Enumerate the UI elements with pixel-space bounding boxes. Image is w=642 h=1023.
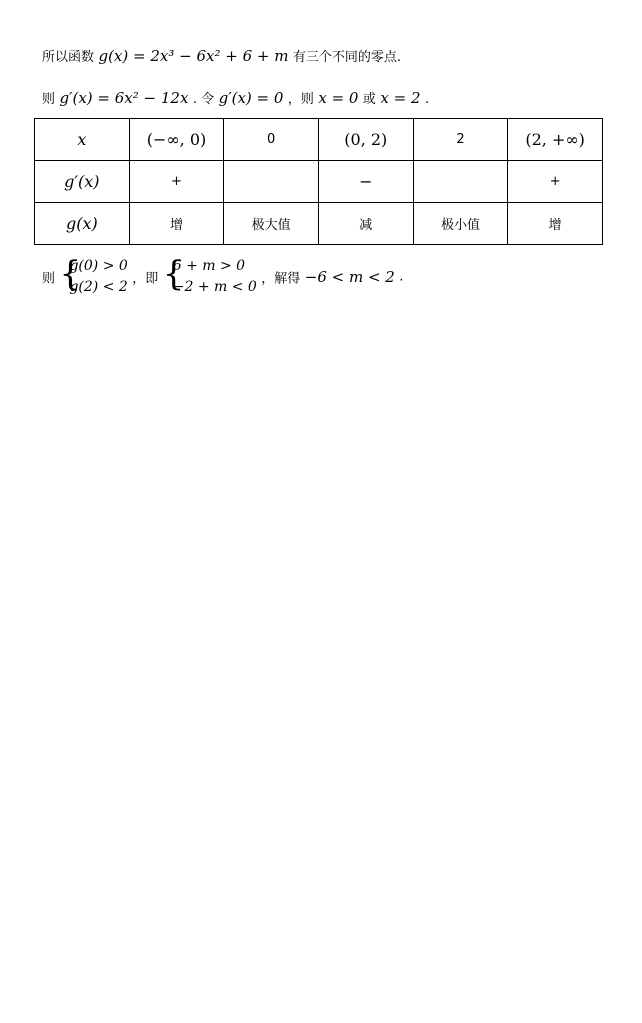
function-expression: g(x) = 2x³ − 6x² + 6 + m bbox=[98, 47, 289, 65]
line1-prefix: 所以函数 bbox=[42, 50, 95, 65]
line3-mid2: ，解得 bbox=[261, 271, 301, 287]
table-row-derivative bbox=[35, 161, 603, 203]
table-cell: x bbox=[35, 119, 130, 161]
table-cell: + bbox=[129, 161, 224, 203]
condition-row: g(0) > 0 bbox=[69, 258, 128, 274]
left-brace: { bbox=[162, 254, 185, 294]
table-row-x bbox=[35, 119, 603, 161]
table-cell: 极小值 bbox=[413, 203, 508, 245]
table-cell: 减 bbox=[318, 203, 413, 245]
line1-suffix: 有三个不同的零点. bbox=[292, 50, 402, 65]
derivative-zero-equation: g′(x) = 0 bbox=[218, 89, 284, 107]
line2-mid3: 或 bbox=[362, 92, 376, 107]
condition-system bbox=[59, 256, 127, 298]
statement-line-1 bbox=[42, 46, 401, 65]
table-row-function bbox=[35, 203, 603, 245]
statement-line-3 bbox=[42, 256, 403, 298]
line3-prefix: 则 bbox=[42, 271, 56, 287]
line2-end: . bbox=[424, 92, 430, 107]
table-cell: (0, 2) bbox=[318, 119, 413, 161]
statement-line-2 bbox=[42, 88, 429, 107]
table-cell: 增 bbox=[129, 203, 224, 245]
table-cell: − bbox=[318, 161, 413, 203]
table-cell: + bbox=[508, 161, 603, 203]
table-cell bbox=[224, 161, 319, 203]
table-cell: (−∞, 0) bbox=[129, 119, 224, 161]
table-cell: 增 bbox=[508, 203, 603, 245]
inequality-row: −2 + m < 0 bbox=[172, 279, 257, 295]
inequality-system bbox=[163, 256, 257, 298]
table-cell bbox=[413, 161, 508, 203]
derivative-expression: g′(x) = 6x² − 12x bbox=[59, 89, 189, 107]
inequality-row: 6 + m > 0 bbox=[172, 258, 246, 274]
table-cell: g′(x) bbox=[35, 161, 130, 203]
condition-row: g(2) < 2 bbox=[69, 279, 128, 295]
line2-mid1: . 令 bbox=[192, 92, 215, 107]
line2-mid2: ，则 bbox=[287, 92, 314, 107]
root-x2: x = 2 bbox=[380, 89, 421, 107]
line3-mid1: ，即 bbox=[132, 271, 159, 287]
solution-range: −6 < m < 2 bbox=[304, 268, 395, 286]
table-cell: 2 bbox=[413, 119, 508, 161]
root-x0: x = 0 bbox=[318, 89, 359, 107]
monotonicity-table bbox=[34, 118, 603, 245]
line2-prefix: 则 bbox=[42, 92, 56, 107]
left-brace: { bbox=[59, 254, 82, 294]
line3-end: . bbox=[399, 269, 404, 285]
table-cell: g(x) bbox=[35, 203, 130, 245]
table-cell: (2, +∞) bbox=[508, 119, 603, 161]
table-cell: 极大值 bbox=[224, 203, 319, 245]
table-cell: 0 bbox=[224, 119, 319, 161]
